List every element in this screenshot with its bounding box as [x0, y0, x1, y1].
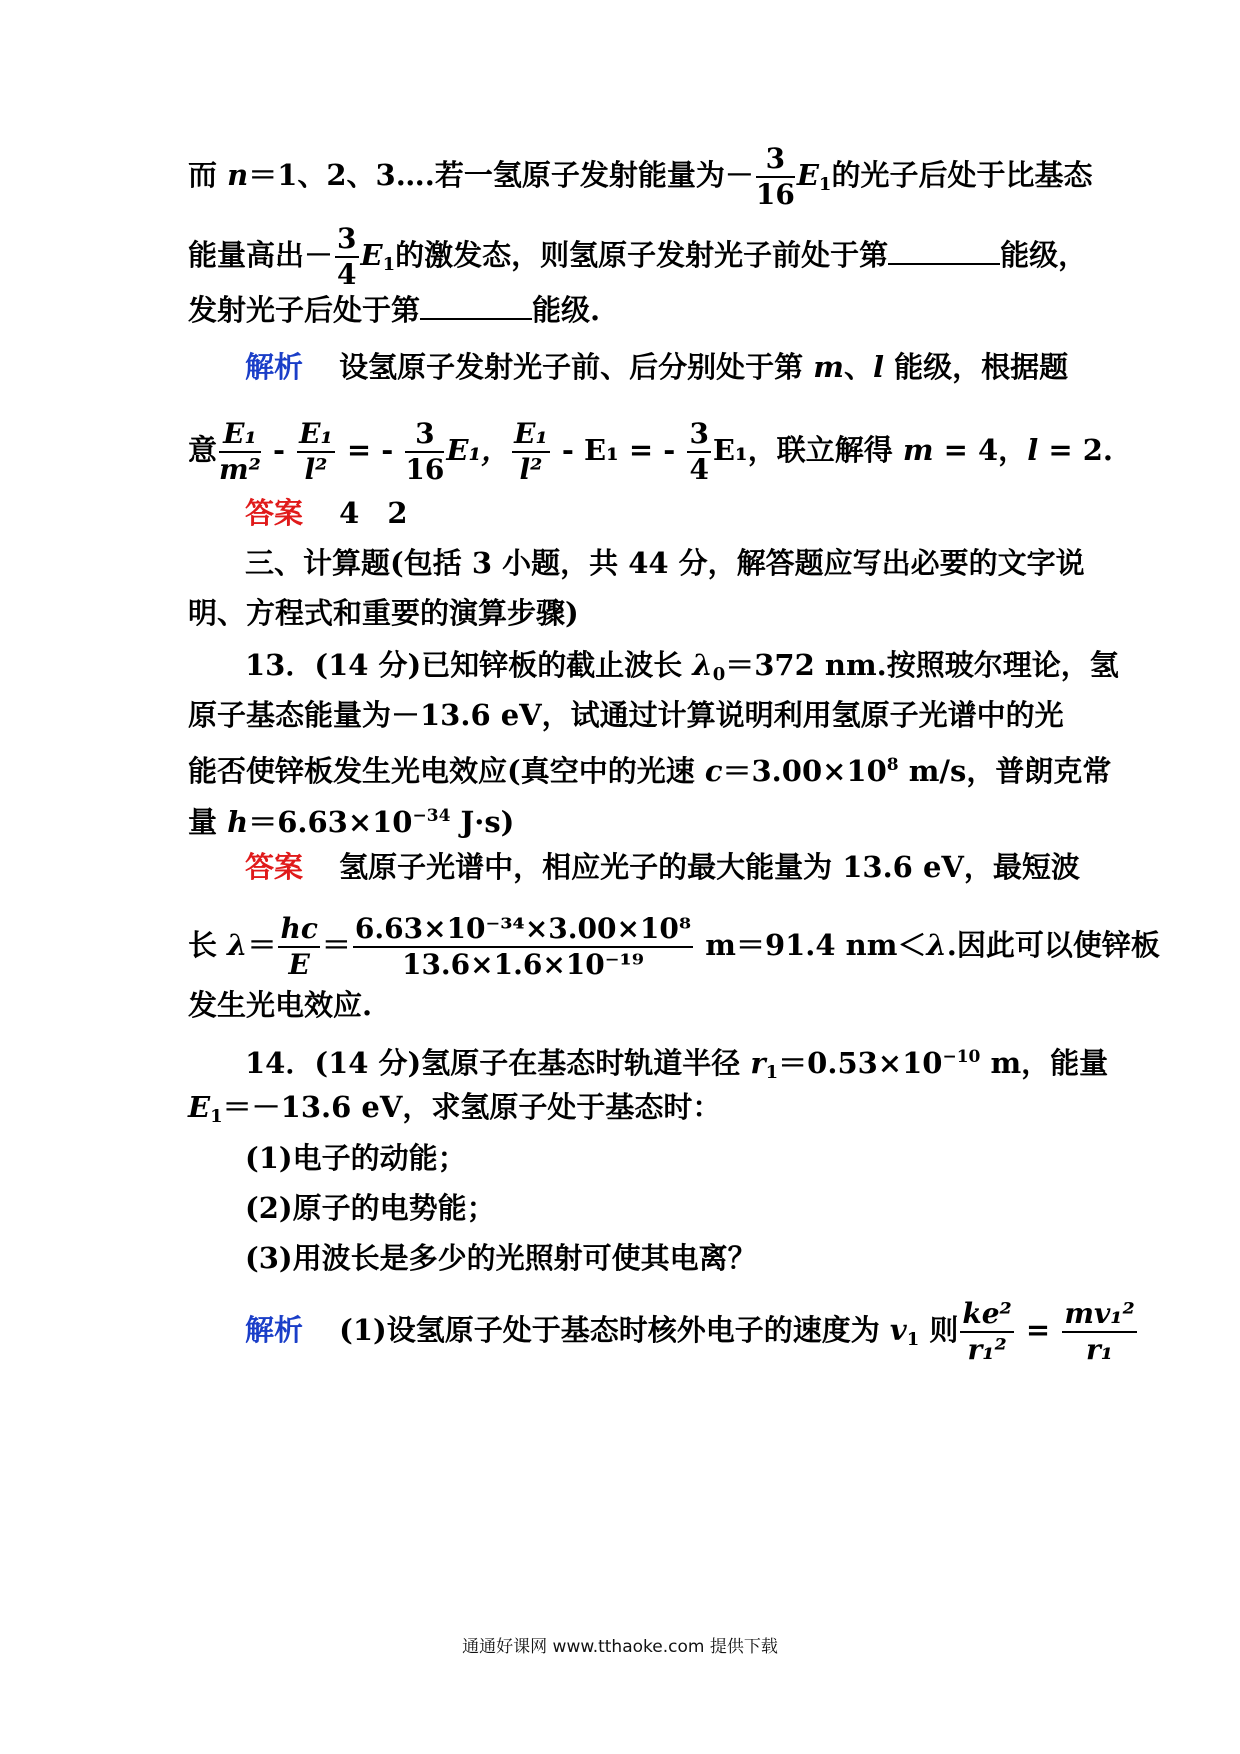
- text: ＝372 nm.按照玻尔理论，氢: [725, 648, 1119, 682]
- q14-sub-3: [245, 1238, 1105, 1278]
- variable-n: n: [227, 158, 249, 192]
- text: 能级.: [532, 293, 601, 327]
- text: =: [1015, 1313, 1061, 1347]
- text-line-2: [188, 222, 1088, 291]
- text: = -: [336, 433, 404, 467]
- numerator: E₁: [512, 420, 550, 453]
- variable-m: m: [813, 350, 844, 384]
- text: 能级，根据题: [894, 350, 1069, 384]
- fraction: [405, 417, 445, 486]
- analysis-label: 解析: [245, 350, 304, 384]
- text: ＝: [247, 928, 277, 962]
- section-heading-cont: [188, 593, 1048, 633]
- numerator: 3: [405, 420, 444, 453]
- text: (2)原子的电势能；: [245, 1191, 496, 1225]
- text: = 2.: [1038, 433, 1113, 467]
- fraction: [755, 142, 795, 211]
- denominator: r₁²: [967, 1333, 1007, 1366]
- analysis-label: 解析: [245, 1313, 304, 1347]
- superscript: 8: [886, 755, 899, 775]
- text: -: [262, 433, 296, 467]
- denominator: l²: [304, 453, 328, 486]
- text: ＝3.00×10: [722, 754, 887, 788]
- text: m＝91.4 nm＜: [695, 928, 927, 962]
- fraction: [512, 417, 550, 486]
- text: 则: [919, 1313, 959, 1347]
- subscript: 1: [906, 1329, 920, 1350]
- analysis-line-3: [245, 1297, 1135, 1366]
- superscript: −10: [942, 1047, 981, 1067]
- variable-h: h: [227, 805, 249, 839]
- text-line-1: [188, 142, 1093, 211]
- analysis-line-1: [245, 347, 1105, 387]
- text: 13．(14 分)已知锌板的截止波长: [245, 648, 693, 682]
- text: 、: [843, 350, 873, 384]
- numerator: 3: [335, 225, 358, 258]
- denominator: 4: [689, 453, 709, 486]
- section-heading-text: 三、计算题(包括 3 小题，共 44 分，解答题应写出必要的文字说: [245, 546, 1085, 580]
- denominator: m²: [219, 453, 261, 486]
- text: = 4，: [933, 433, 1028, 467]
- text: ＝6.63×10: [248, 805, 413, 839]
- variable-r: r: [750, 1046, 766, 1080]
- symbol-lambda: λ: [692, 648, 713, 682]
- answer-label: 答案: [245, 496, 304, 530]
- answer-blank[interactable]: [888, 237, 1000, 265]
- fraction: [353, 912, 693, 981]
- variable-v: v: [889, 1313, 907, 1347]
- text: (1)电子的动能；: [245, 1141, 467, 1175]
- text: 量: [188, 805, 228, 839]
- text: 能级，: [1000, 238, 1088, 272]
- variable-l: l: [1027, 433, 1039, 467]
- denominator: E: [288, 948, 310, 981]
- text: 设氢原子发射光子前、后分别处于第: [339, 350, 804, 384]
- symbol-lambda: λ: [926, 928, 947, 962]
- subscript: 1: [382, 254, 396, 275]
- a13-line-3: [188, 985, 1048, 1025]
- variable-E: E: [360, 238, 383, 272]
- variable-m: m: [902, 433, 934, 467]
- text: (3)用波长是多少的光照射可使其电离？: [245, 1241, 757, 1275]
- q14-line-2: [188, 1087, 1048, 1137]
- q13-line-2: [188, 695, 1064, 735]
- section-heading: [245, 543, 1105, 583]
- answer-line-1: [245, 493, 1105, 533]
- answer-value: 4: [339, 496, 360, 530]
- text: 14．(14 分)氢原子在基态时轨道半径: [245, 1046, 751, 1080]
- numerator: 3: [756, 145, 795, 178]
- denominator: 4: [337, 258, 357, 291]
- text: ＝－13.6 eV，求氢原子处于基态时：: [222, 1090, 722, 1124]
- q13-line-1: [245, 645, 1119, 695]
- denominator: l²: [519, 453, 543, 486]
- denominator: 13.6×1.6×10⁻¹⁹: [401, 948, 645, 981]
- numerator: E₁: [219, 420, 261, 453]
- text: J·s): [450, 805, 515, 839]
- answer-blank[interactable]: [420, 292, 532, 320]
- text: 能否使锌板发生光电效应(真空中的光速: [188, 754, 705, 788]
- text: - E₁ = -: [551, 433, 686, 467]
- text: m/s，普朗克常: [898, 754, 1112, 788]
- symbol-lambda: λ: [227, 928, 248, 962]
- page-footer: 通通好课网 www.tthaoke.com 提供下载: [462, 1637, 778, 1657]
- text: 的激发态，则氢原子发射光子前处于第: [395, 238, 889, 272]
- fraction: [335, 222, 358, 291]
- fraction: [687, 417, 710, 486]
- answer-label: 答案: [245, 850, 304, 884]
- a13-line-1: [245, 847, 1105, 887]
- subscript: 1: [765, 1062, 779, 1083]
- variable-E: E: [188, 1090, 211, 1124]
- denominator: 16: [405, 453, 445, 486]
- q14-sub-1: [245, 1138, 1105, 1178]
- subscript: 1: [818, 174, 832, 195]
- numerator: 6.63×10⁻³⁴×3.00×10⁸: [353, 915, 693, 948]
- analysis-line-2: [188, 417, 1113, 486]
- variable-c: c: [704, 754, 723, 788]
- text: ＝: [321, 928, 351, 962]
- text: m，能量: [980, 1046, 1109, 1080]
- fraction: [278, 912, 319, 981]
- q13-line-4: [188, 796, 1048, 842]
- subscript: 1: [210, 1106, 223, 1127]
- text: 原子基态能量为－13.6 eV，试通过计算说明利用氢原子光谱中的光: [188, 698, 1064, 732]
- numerator: E₁: [297, 420, 335, 453]
- fraction: [219, 417, 261, 486]
- answer-value: 2: [387, 496, 408, 530]
- variable-l: l: [872, 350, 884, 384]
- text: 意: [188, 433, 218, 467]
- text: (1)设氢原子处于基态时核外电子的速度为: [339, 1313, 890, 1347]
- text-line-3: [188, 290, 1048, 330]
- fraction: [297, 417, 335, 486]
- denominator: r₁: [1086, 1333, 1114, 1366]
- section-heading-text: 明、方程式和重要的演算步骤): [188, 596, 579, 630]
- q13-line-3: [188, 745, 1112, 791]
- text: E₁，联立解得: [712, 433, 903, 467]
- text: 氢原子光谱中，相应光子的最大能量为 13.6 eV，最短波: [339, 850, 1080, 884]
- text: 的光子后处于比基态: [831, 158, 1093, 192]
- text: ＝0.53×10: [778, 1046, 943, 1080]
- superscript: −34: [412, 806, 451, 826]
- text: 发生光电效应.: [188, 988, 373, 1022]
- denominator: 16: [755, 178, 795, 211]
- q14-line-1: [245, 1037, 1109, 1093]
- fraction: [1062, 1297, 1136, 1366]
- a13-line-2: [188, 912, 1160, 981]
- numerator: hc: [278, 915, 319, 948]
- text: .因此可以使锌板: [946, 928, 1160, 962]
- text: E₁，: [446, 433, 511, 467]
- text: 能量高出－: [188, 238, 334, 272]
- text: 而: [188, 158, 228, 192]
- text: ＝1、2、3….若一氢原子发射能量为－: [248, 158, 754, 192]
- numerator: ke²: [960, 1300, 1013, 1333]
- text: 发射光子后处于第: [188, 293, 421, 327]
- variable-E: E: [796, 158, 819, 192]
- subscript: 0: [712, 664, 726, 685]
- text: 长: [188, 928, 228, 962]
- numerator: 3: [687, 420, 710, 453]
- q14-sub-2: [245, 1188, 1105, 1228]
- numerator: mv₁²: [1062, 1300, 1136, 1333]
- fraction: [960, 1297, 1013, 1366]
